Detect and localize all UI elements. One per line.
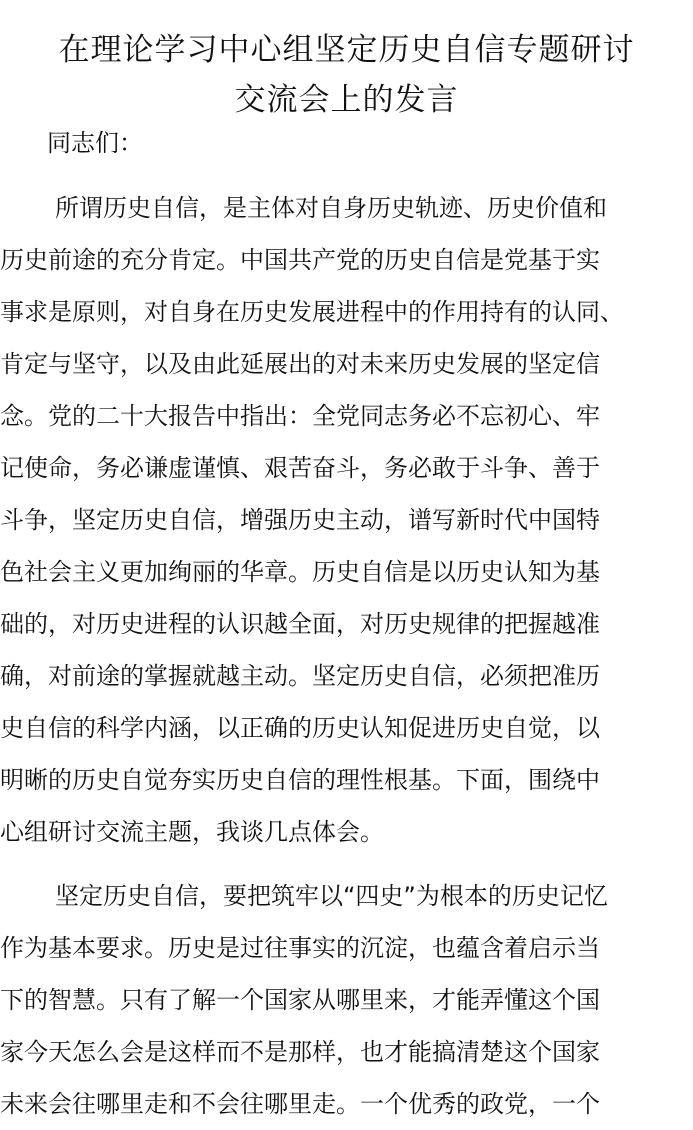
- paragraph-1-line: 所谓历史自信，是主体对自身历史轨迹、历史价值和: [55, 194, 607, 222]
- paragraph-2: [0, 870, 693, 1130]
- paragraph-1-line: 斗争，坚定历史自信，增强历史主动，谱写新时代中国特: [0, 506, 600, 534]
- paragraph-1-line: 念。党的二十大报告中指出：全党同志务必不忘初心、牢: [0, 402, 600, 430]
- paragraph-1-line: 心组研讨交流主题，我谈几点体会。: [0, 818, 384, 846]
- paragraph-1-line: 色社会主义更加绚丽的华章。历史自信是以历史认知为基: [0, 558, 600, 586]
- paragraph-1-line: 肯定与坚守，以及由此延展出的对未来历史发展的坚定信: [0, 350, 600, 378]
- paragraph-1-line: 明晰的历史自觉夯实历史自信的理性根基。下面，围绕中: [0, 766, 600, 794]
- paragraph-1-line: 事求是原则，对自身在历史发展进程中的作用持有的认同、: [0, 298, 624, 326]
- document-title: [0, 25, 693, 125]
- paragraph-1-line: 历史前途的充分肯定。中国共产党的历史自信是党基于实: [0, 246, 600, 274]
- paragraph-2-line: 坚定历史自信，要把筑牢以“四史”为根本的历史记忆: [55, 882, 608, 910]
- paragraph-2-line: 未来会往哪里走和不会往哪里走。一个优秀的政党，一个: [0, 1090, 600, 1118]
- paragraph-1-line: 记使命，务必谦虚谨慎、艰苦奋斗，务必敢于斗争、善于: [0, 454, 600, 482]
- paragraph-1-line: 础的，对历史进程的认识越全面，对历史规律的把握越准: [0, 610, 600, 638]
- title-line-2: 交流会上的发言: [234, 81, 459, 118]
- paragraph-2-line: 家今天怎么会是这样而不是那样，也才能搞清楚这个国家: [0, 1038, 600, 1066]
- paragraph-1-line: 史自信的科学内涵，以正确的历史认知促进历史自觉，以: [0, 714, 600, 742]
- paragraph-1: [0, 182, 693, 858]
- paragraph-2-line: 作为基本要求。历史是过往事实的沉淀，也蕴含着启示当: [0, 934, 600, 962]
- paragraph-2-line: 下的智慧。只有了解一个国家从哪里来，才能弄懂这个国: [0, 986, 600, 1014]
- title-line-1: 在理论学习中心组坚定历史自信专题研讨: [58, 31, 635, 68]
- paragraph-1-line: 确，对前途的掌握就越主动。坚定历史自信，必须把准历: [0, 662, 600, 690]
- salutation: 同志们：: [47, 129, 143, 157]
